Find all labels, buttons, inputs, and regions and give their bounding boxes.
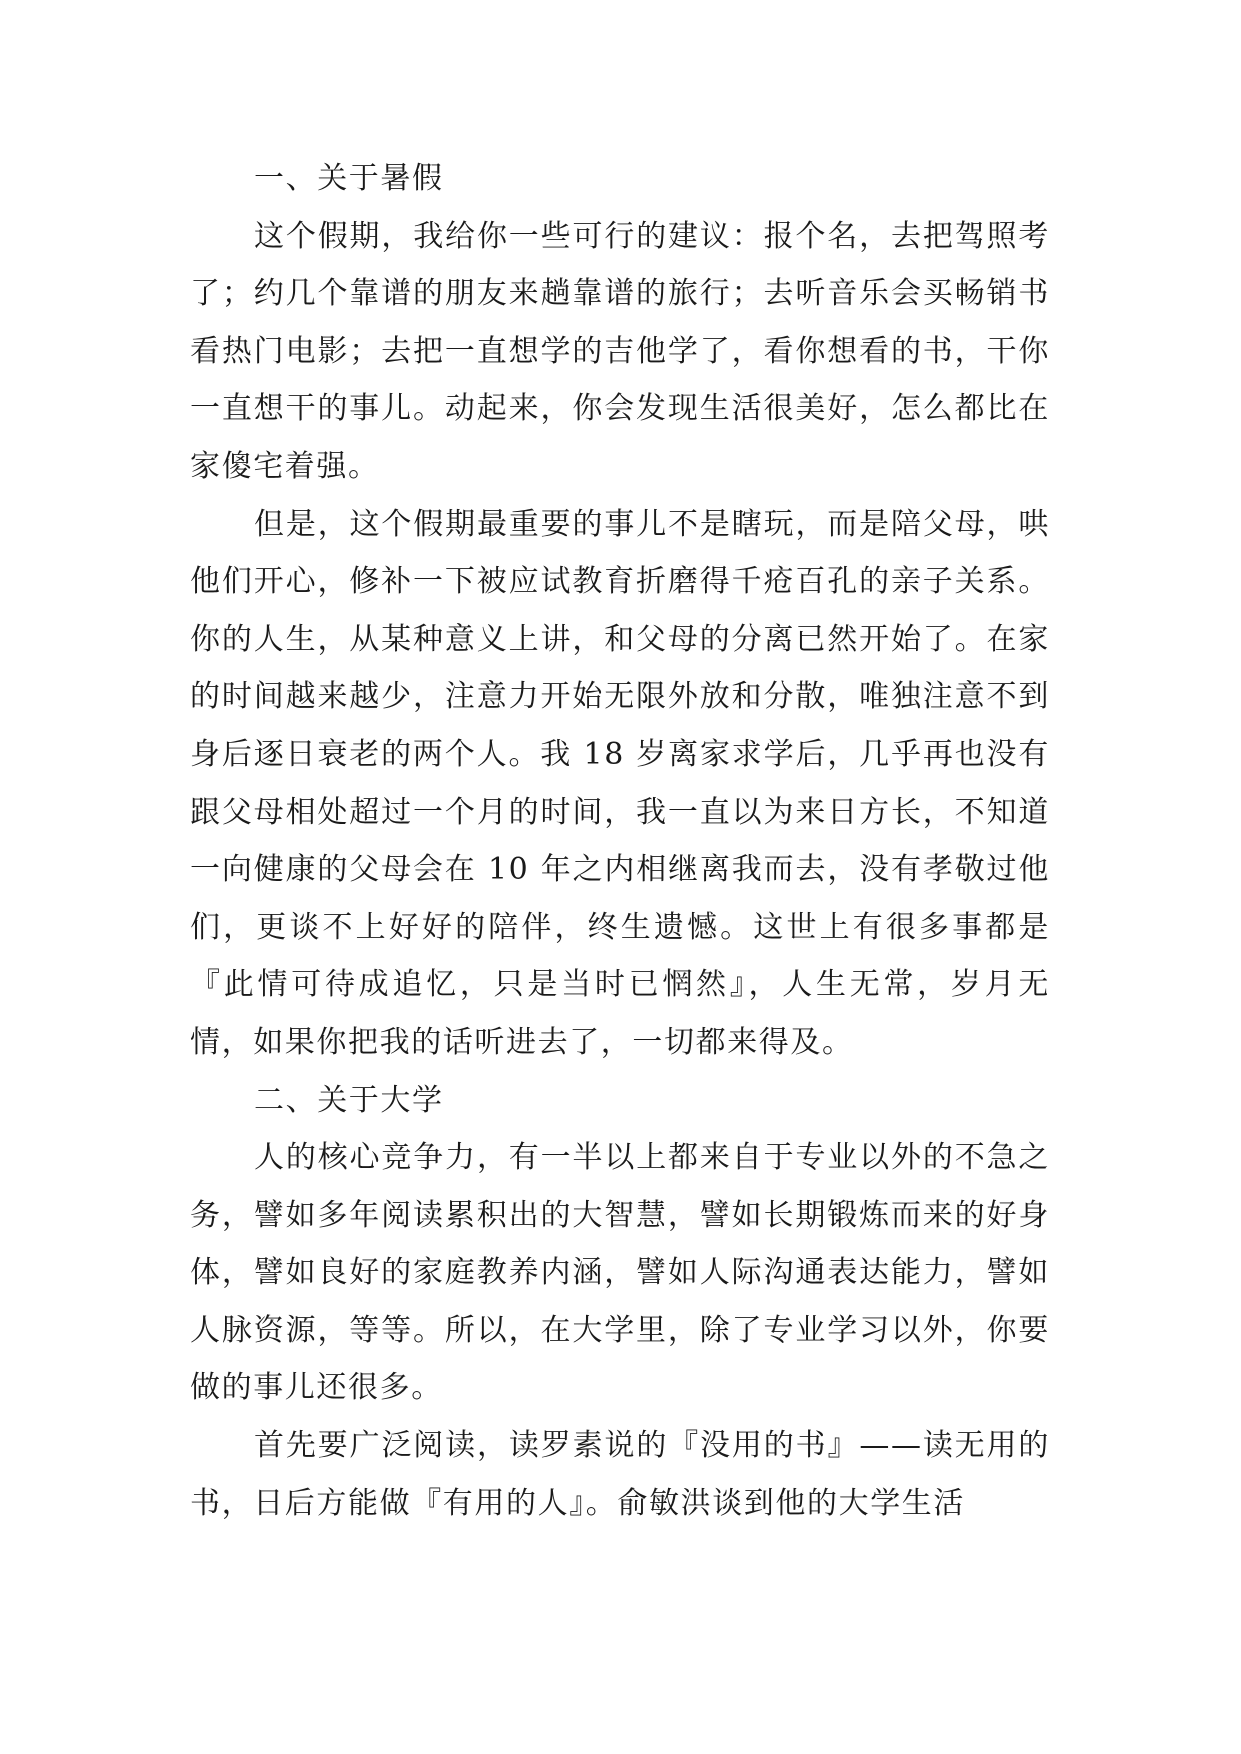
paragraph-university-reading: 首先要广泛阅读，读罗素说的『没用的书』——读无用的书，日后方能做『有用的人』。俞敏洪谈到他的大学生活 <box>190 1428 1050 1521</box>
section-heading-university: 二、关于大学 <box>254 1082 444 1118</box>
paragraph-summer-suggestions: 这个假期，我给你一些可行的建议：报个名，去把驾照考了；约几个靠谱的朋友来趟靠谱的旅行；去听音乐会买畅销书看热门电影；去把一直想学的吉他学了，看你想看的书，干你一直想干的事儿。动起来，你会发现生活很美好，怎么都比在家傻宅着强。 <box>190 218 1050 484</box>
paragraph-summer-parents: 但是，这个假期最重要的事儿不是瞎玩，而是陪父母，哄他们开心，修补一下被应试教育折磨得千疮百孔的亲子关系。你的人生，从某种意义上讲，和父母的分离已然开始了。在家的时间越来越少，注意力开始无限外放和分散，唯独注意不到身后逐日衰老的两个人。我 18 岁离家求学后，几乎再也没有跟父母相处超过一个月的时间，我一直以为来日方长，不知道一向健康的父母会在 10 年之内相继离我而去，没有孝敬过他们，更谈不上好好的陪伴，终生遗憾。这世上有很多事都是『此情可待成追忆，只是当时已惘然』，人生无常，岁月无情，如果你把我的话听进去了，一切都来得及。 <box>190 506 1050 1060</box>
paragraph-university-competitiveness: 人的核心竞争力，有一半以上都来自于专业以外的不急之务，譬如多年阅读累积出的大智慧，譬如长期锻炼而来的好身体，譬如良好的家庭教养内涵，譬如人际沟通表达能力，譬如人脉资源，等等。所以，在大学里，除了专业学习以外，你要做的事儿还很多。 <box>190 1140 1050 1406</box>
document-body <box>190 150 1050 1532</box>
section-heading-summer: 一、关于暑假 <box>254 161 444 196</box>
